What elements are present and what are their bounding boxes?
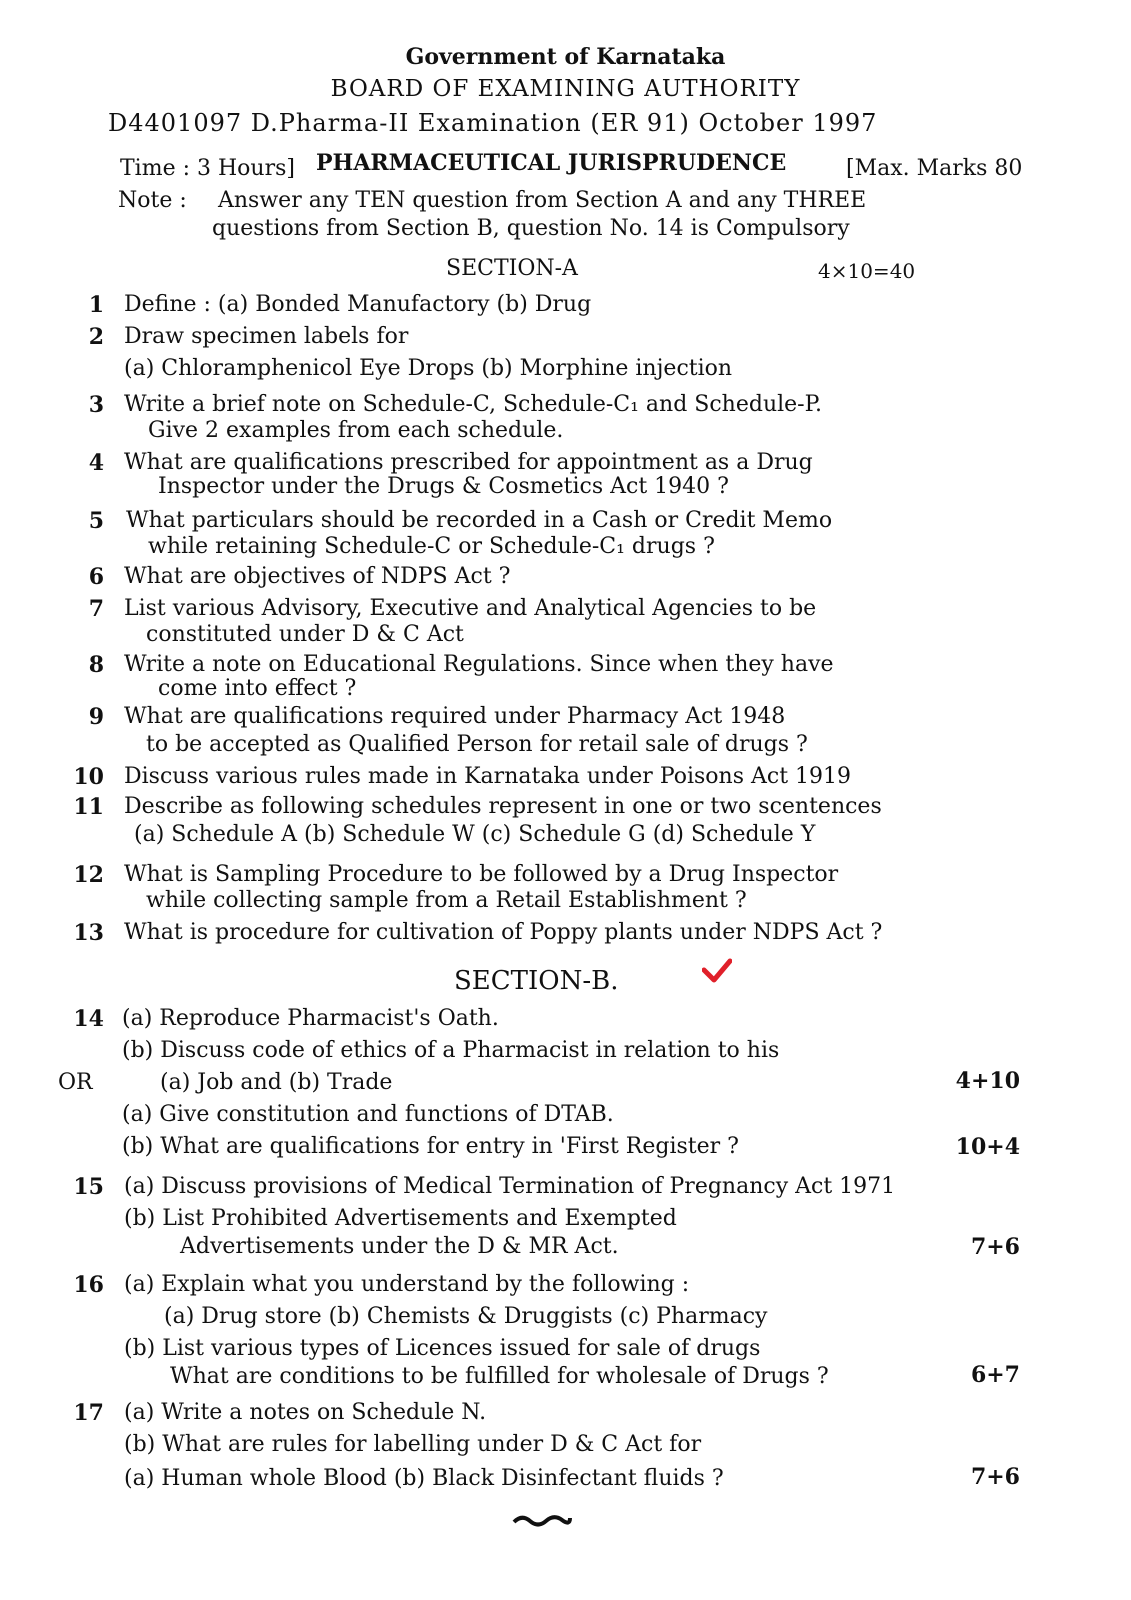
question-text: Discuss various rules made in Karnataka under Poisons Act 1919	[124, 764, 852, 789]
question-number: 14	[73, 1006, 104, 1032]
question-number: 11	[73, 794, 104, 820]
question-text: Give 2 examples from each schedule.	[148, 418, 564, 443]
question-text: What are qualifications required under Pharmacy Act 1948	[124, 704, 786, 729]
time-label: Time : 3 Hours]	[120, 156, 295, 181]
q16-part-b-2: What are conditions to be fulfilled for wholesale of Drugs ?	[170, 1364, 829, 1389]
question-number: 1	[88, 292, 104, 318]
question-text: List various Advisory, Executive and Analytical Agencies to be	[124, 596, 817, 621]
question-text: to be accepted as Qualified Person for retail sale of drugs ?	[146, 732, 808, 757]
question-text: What particulars should be recorded in a Cash or Credit Memo	[126, 508, 833, 533]
section-a-marks: 4×10=40	[818, 259, 916, 283]
q16-part-a: (a) Explain what you understand by the following :	[124, 1272, 690, 1297]
question-number: 10	[73, 764, 104, 790]
question-number: 6	[88, 564, 104, 590]
question-text: What are objectives of NDPS Act ?	[124, 564, 511, 589]
question-number: 7	[88, 596, 104, 622]
q15-part-b-2: Advertisements under the D & MR Act.	[180, 1234, 619, 1259]
question-text: while collecting sample from a Retail Establishment ?	[146, 888, 747, 913]
q14-part-a: (a) Reproduce Pharmacist's Oath.	[122, 1006, 499, 1031]
q15-marks: 7+6	[970, 1234, 1020, 1260]
q14-marks: 4+10	[955, 1068, 1020, 1094]
question-text: constituted under D & C Act	[146, 622, 464, 647]
q17-part-b: (b) What are rules for labelling under D & C Act for	[124, 1432, 702, 1457]
question-number: 16	[73, 1272, 104, 1298]
question-text: (a) Chloramphenicol Eye Drops (b) Morphine injection	[124, 356, 733, 381]
question-number: 15	[73, 1174, 104, 1200]
question-text: Define : (a) Bonded Manufactory (b) Drug	[124, 292, 592, 317]
q15-part-a: (a) Discuss provisions of Medical Termination of Pregnancy Act 1971	[124, 1174, 896, 1199]
note-line-2: questions from Section B, question No. 14 is Compulsory	[212, 216, 850, 241]
question-number: 12	[73, 862, 104, 888]
max-marks: [Max. Marks 80	[846, 156, 1023, 181]
q17-marks: 7+6	[970, 1464, 1020, 1490]
q14-part-b: (b) Discuss code of ethics of a Pharmacist in relation to his	[122, 1038, 780, 1063]
q14-part-b-sub: (a) Job and (b) Trade	[160, 1070, 393, 1095]
or-label: OR	[58, 1070, 93, 1095]
exam-line: D4401097 D.Pharma-II Examination (ER 91) October 1997	[108, 109, 878, 137]
question-number: 17	[73, 1400, 104, 1426]
subject-title: PHARMACEUTICAL JURISPRUDENCE	[316, 150, 787, 176]
question-number: 4	[88, 450, 104, 476]
question-number: 2	[88, 324, 104, 350]
section-b-title: SECTION-B.	[454, 966, 619, 996]
question-number: 8	[88, 652, 104, 678]
check-mark-icon	[702, 958, 732, 984]
question-number: 13	[73, 920, 104, 946]
note-line-1: Answer any TEN question from Section A and any THREE	[218, 188, 867, 213]
question-number: 5	[88, 508, 104, 534]
q16-part-b-1: (b) List various types of Licences issued for sale of drugs	[124, 1336, 761, 1361]
q16-marks: 6+7	[970, 1362, 1020, 1388]
question-number: 3	[88, 392, 104, 418]
question-text: Write a brief note on Schedule-C, Schedule-C₁ and Schedule-P.	[124, 392, 822, 417]
q16-part-a-sub: (a) Drug store (b) Chemists & Druggists (c) Pharmacy	[164, 1304, 768, 1329]
q17-part-a: (a) Write a notes on Schedule N.	[124, 1400, 487, 1425]
question-text: Describe as following schedules represent in one or two scentences	[124, 794, 882, 819]
end-mark-icon	[512, 1512, 572, 1528]
question-text: What is Sampling Procedure to be followed by a Drug Inspector	[124, 862, 839, 887]
q14-alt-b: (b) What are qualifications for entry in 'First Register ?	[122, 1134, 739, 1159]
section-a-title: SECTION-A	[446, 256, 578, 281]
question-text: What are qualifications prescribed for appointment as a Drug	[124, 450, 813, 475]
note-label: Note :	[118, 188, 187, 213]
board-title: BOARD OF EXAMINING AUTHORITY	[330, 76, 801, 102]
question-text: come into effect ?	[158, 676, 357, 701]
govt-title: Government of Karnataka	[405, 44, 726, 70]
question-text: Draw specimen labels for	[124, 324, 409, 349]
question-text: while retaining Schedule-C or Schedule-C₁ drugs ?	[148, 534, 715, 559]
q14-alt-a: (a) Give constitution and functions of DTAB.	[122, 1102, 614, 1127]
q17-part-b-sub: (a) Human whole Blood (b) Black Disinfectant fluids ?	[124, 1466, 724, 1491]
question-text: What is procedure for cultivation of Poppy plants under NDPS Act ?	[124, 920, 883, 945]
question-text: Inspector under the Drugs & Cosmetics Act 1940 ?	[158, 474, 729, 499]
question-text: (a) Schedule A (b) Schedule W (c) Schedule G (d) Schedule Y	[134, 822, 816, 847]
question-text: Write a note on Educational Regulations. Since when they have	[124, 652, 834, 677]
q14-alt-marks: 10+4	[955, 1134, 1020, 1160]
question-number: 9	[88, 704, 104, 730]
q15-part-b-1: (b) List Prohibited Advertisements and Exempted	[124, 1206, 677, 1231]
